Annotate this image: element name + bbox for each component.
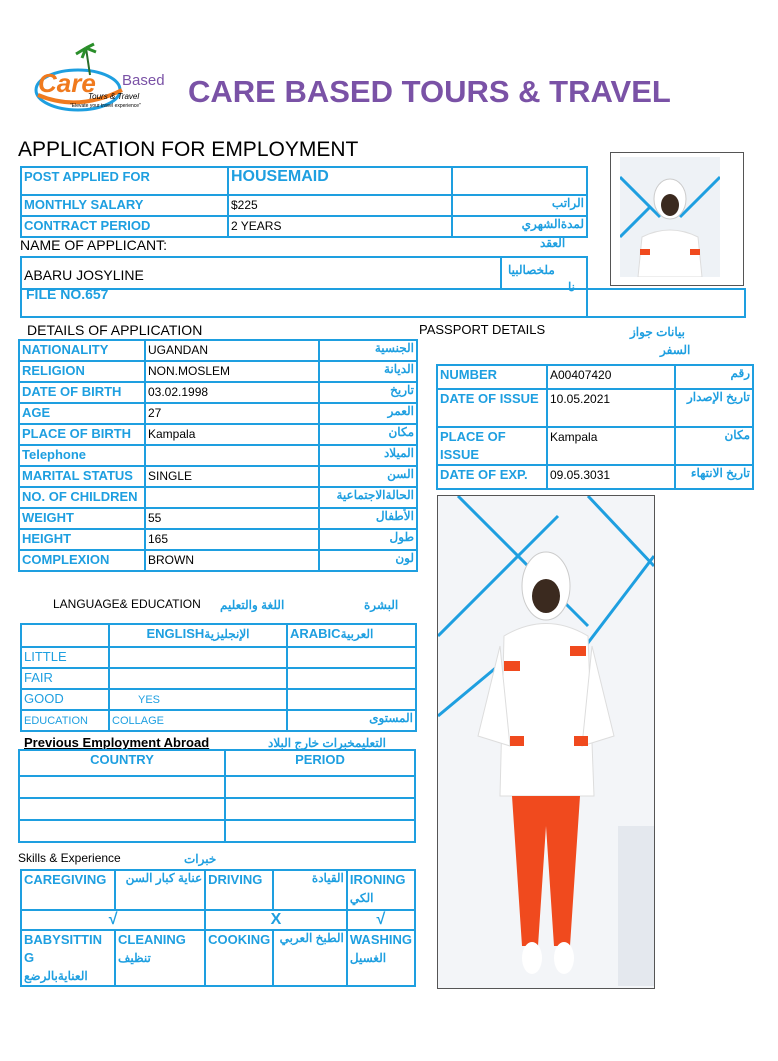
passport-label: DATE OF EXP. [440, 467, 528, 482]
skill-cleaning: CLEANING [117, 932, 186, 947]
details-row [19, 487, 417, 508]
skill-driving-ar: القيادة [311, 871, 344, 885]
details-row [19, 403, 417, 424]
logo-tagline: "Elevate your travel experience" [70, 103, 141, 109]
file-number: FILE NO.657 [26, 286, 109, 302]
name-label: NAME OF APPLICANT: [20, 237, 168, 253]
period-col: PERIOD [295, 752, 345, 767]
details-label: HEIGHT [22, 531, 72, 546]
skill-cleaning-ar: تنظيف [117, 951, 151, 965]
details-row [19, 508, 417, 529]
passport-value: 09.05.3031 [550, 468, 611, 482]
details-value: 165 [148, 532, 169, 546]
details-label: NATIONALITY [22, 342, 109, 357]
skill-ironing: IRONING [349, 872, 406, 887]
passport-ar: تاريخ الانتهاء [690, 466, 750, 480]
skills-heading-ar: خبرات [184, 852, 217, 866]
contract-ar: لمدةالشهري [521, 217, 584, 231]
employment-row [19, 820, 415, 842]
english-level: YES [138, 694, 161, 706]
passport-heading: PASSPORT DETAILS [419, 322, 546, 337]
details-label: WEIGHT [22, 510, 74, 525]
details-value: NON.MOSLEM [148, 364, 231, 378]
details-value: Kampala [148, 427, 196, 441]
skill-cooking: COOKING [208, 932, 271, 947]
country-col: COUNTRY [90, 752, 154, 767]
post-value: HOUSEMAID [231, 168, 329, 185]
details-ar: لون [395, 551, 414, 565]
passport-heading-ar2: السفر [660, 343, 691, 357]
details-row [19, 529, 417, 550]
skills-heading: Skills & Experience [18, 851, 121, 865]
details-value: UGANDAN [148, 343, 209, 357]
skill-cooking-ar: الطبخ العربي [279, 931, 344, 945]
skill-washing: WASHING [349, 932, 412, 947]
details-ar: الديانة [383, 362, 414, 376]
details-label: DATE OF BIRTH [22, 384, 122, 399]
passport-ar: رقم [730, 366, 750, 380]
employment-row [19, 798, 415, 820]
details-row [19, 340, 417, 361]
details-ar: تاريخ [390, 383, 414, 397]
skills-table [20, 869, 416, 987]
passport-heading-ar: بيانات جواز [630, 325, 685, 339]
details-ar: الأطفال [375, 509, 414, 523]
file-divider [586, 288, 588, 318]
post-label: POST APPLIED FOR [24, 169, 150, 184]
passport-ar: مكان [724, 428, 750, 442]
education-ar: المستوى [369, 711, 413, 725]
full-body-photo [437, 495, 655, 989]
passport-value: 10.05.2021 [550, 392, 611, 406]
skill-caregiving: CAREGIVING [24, 872, 107, 887]
passport-row [437, 465, 753, 489]
details-row [19, 361, 417, 382]
passport-label: NUMBER [440, 367, 498, 382]
details-row [19, 445, 417, 466]
english-col-ar: الإنجليزية [204, 627, 250, 641]
details-value: 55 [148, 511, 162, 525]
education-label: EDUCATION [24, 715, 88, 727]
skill-ironing-ar: الكي [349, 891, 374, 905]
passport-row [437, 365, 753, 389]
language-row [21, 689, 416, 710]
contract-label: CONTRACT PERIOD [24, 218, 151, 233]
language-row [21, 668, 416, 689]
english-col: ENGLISH [146, 626, 205, 641]
company-name: CARE BASED TOURS & TRAVEL [188, 74, 671, 109]
details-value: BROWN [148, 553, 194, 567]
name-divider [500, 256, 502, 290]
details-label: RELIGION [22, 363, 85, 378]
language-heading-ar: اللغة والتعليم [220, 598, 285, 612]
passport-table [436, 364, 754, 490]
logo-based: Based [122, 72, 165, 89]
file-box [20, 288, 746, 318]
language-table [20, 623, 417, 732]
language-row [21, 647, 416, 668]
name-ar: ملخصالبيا [508, 263, 555, 277]
salary-ar: الراتب [551, 196, 584, 210]
employment-heading: Previous Employment Abroad [24, 735, 210, 750]
details-label: Telephone [22, 447, 87, 462]
skill-washing-ar: الغسيل [349, 951, 387, 965]
details-value: 27 [148, 406, 162, 420]
details-label: COMPLEXION [22, 552, 110, 567]
form-title: APPLICATION FOR EMPLOYMENT [18, 138, 359, 161]
details-row [19, 550, 417, 571]
education-value: COLLAGE [112, 715, 164, 727]
passport-value: A00407420 [550, 368, 612, 382]
logo-tours: Tours & Travel [88, 92, 140, 101]
employment-table [18, 749, 416, 843]
details-label: MARITAL STATUS [22, 468, 133, 483]
language-level: FAIR [24, 670, 53, 685]
salary-label: MONTHLY SALARY [24, 197, 144, 212]
ironing-mark: √ [376, 911, 386, 928]
details-ar: الجنسية [374, 341, 414, 355]
caregiving-mark: √ [108, 911, 118, 928]
passport-row [437, 389, 753, 427]
passport-row [437, 427, 753, 465]
language-heading: LANGUAGE& EDUCATION [53, 597, 201, 611]
passport-label: DATE OF ISSUE [440, 391, 539, 406]
employment-row [19, 776, 415, 798]
skill-babysitting: BABYSITTING [24, 932, 102, 965]
details-ar: الحالةالاجتماعية [336, 488, 414, 502]
post-table [20, 166, 588, 238]
company-logo [30, 40, 175, 115]
skill-driving: DRIVING [208, 872, 263, 887]
details-row [19, 424, 417, 445]
name-ar2: نا [568, 280, 575, 294]
contract-ar2: العقد [540, 236, 566, 250]
details-value: 03.02.1998 [148, 385, 209, 399]
details-ar: السن [387, 467, 414, 481]
details-row [19, 466, 417, 487]
contract-value: 2 YEARS [231, 219, 282, 233]
skill-babysitting-ar: العنايةبالرضع [24, 969, 88, 983]
language-level: GOOD [24, 691, 64, 706]
details-row [19, 382, 417, 403]
details-ar: العمر [387, 404, 414, 418]
details-heading: DETAILS OF APPLICATION [27, 322, 203, 338]
details-label: PLACE OF BIRTH [22, 426, 132, 441]
details-table [18, 339, 418, 572]
passport-photo [620, 157, 720, 277]
details-ar: مكان [388, 425, 414, 439]
details-label: AGE [22, 405, 51, 420]
employment-heading-ar: التعليمخبرات خارج البلاد [268, 736, 386, 750]
applicant-name: ABARU JOSYLINE [24, 267, 144, 283]
details-label: NO. OF CHILDREN [22, 489, 138, 504]
arabic-col-ar: العربية [340, 627, 374, 641]
details-ar: طول [389, 530, 414, 544]
arabic-col: ARABIC [290, 626, 341, 641]
skill-caregiving-ar: عناية كبار السن [125, 871, 203, 885]
driving-mark: X [270, 911, 282, 928]
language-heading-ar2: البشرة [364, 598, 399, 612]
details-value: SINGLE [148, 469, 193, 483]
logo-word: Care [38, 68, 96, 98]
language-level: LITTLE [24, 649, 67, 664]
salary-value: $225 [231, 198, 258, 212]
passport-value: Kampala [550, 430, 598, 444]
passport-label: PLACE OF ISSUE [440, 429, 506, 462]
details-ar: الميلاد [383, 446, 414, 460]
passport-ar: تاريخ الإصدار [686, 390, 750, 404]
